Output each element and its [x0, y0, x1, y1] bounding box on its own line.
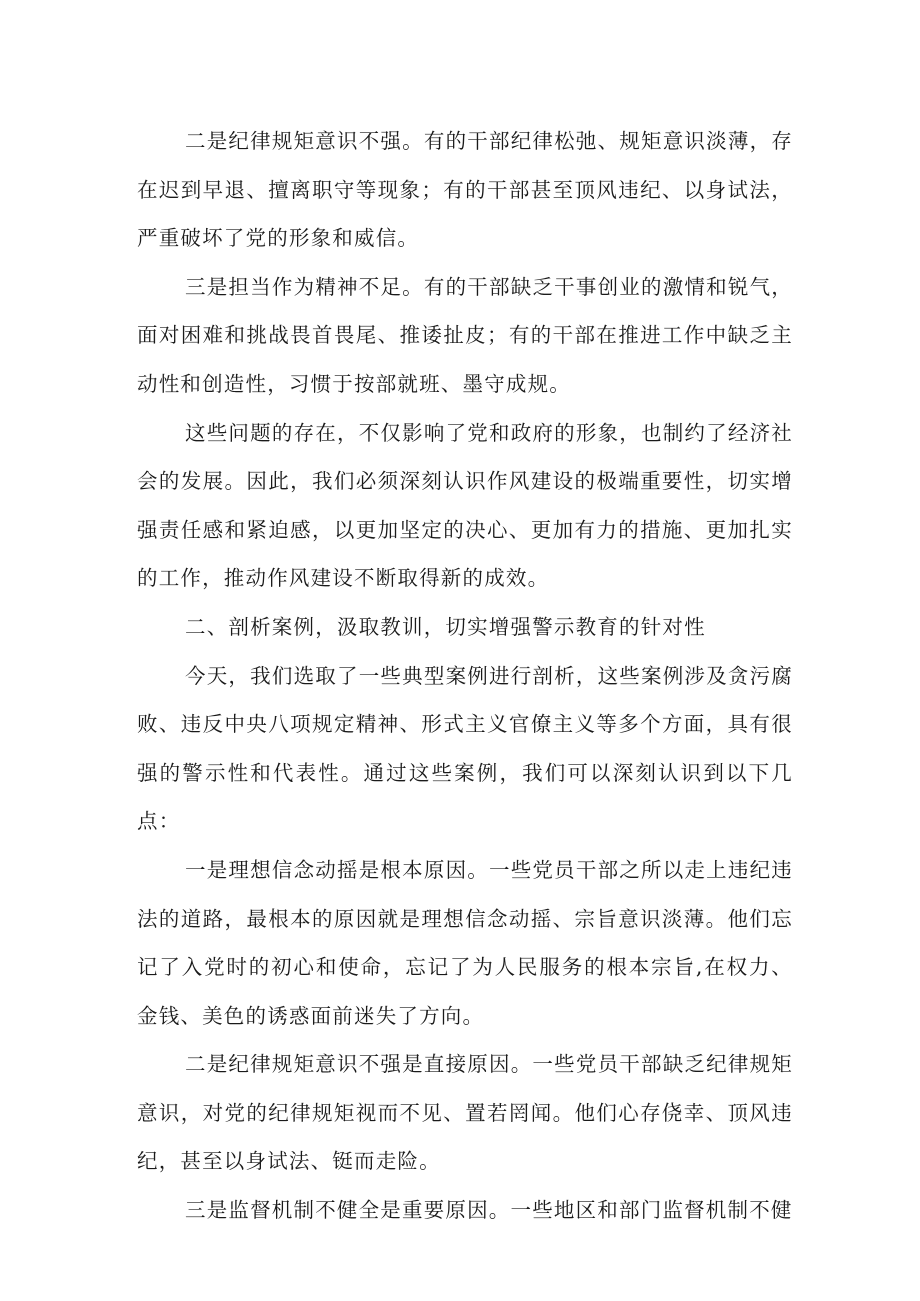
paragraph-responsibility-lacking: 三是担当作为精神不足。有的干部缺乏干事创业的激情和锐气，面对困难和挑战畏首畏尾、推诿扯皮；有的干部在推进工作中缺乏主动性和创造性，习惯于按部就班、墨守成规。	[137, 274, 793, 396]
paragraph-problems-summary: 这些问题的存在，不仅影响了党和政府的形象，也制约了经济社会的发展。因此，我们必须深刻认识作风建设的极端重要性，切实增强责任感和紧迫感，以更加坚定的决心、更加有力的措施、更加扎实的工作，推动作风建设不断取得新的成效。	[137, 420, 793, 591]
paragraph-rules-awareness: 二是纪律规矩意识不强是直接原因。一些党员干部缺乏纪律规矩意识，对党的纪律规矩视而不见、置若罔闻。他们心存侥幸、顶风违纪，甚至以身试法、铤而走险。	[137, 1052, 793, 1174]
paragraph-discipline-weak: 二是纪律规矩意识不强。有的干部纪律松弛、规矩意识淡薄，存在迟到早退、擅离职守等现象；有的干部甚至顶风违纪、以身试法，严重破坏了党的形象和威信。	[137, 129, 793, 251]
paragraph-case-intro: 今天，我们选取了一些典型案例进行剖析，这些案例涉及贪污腐败、违反中央八项规定精神、形式主义官僚主义等多个方面，具有很强的警示性和代表性。通过这些案例，我们可以深刻认识到以下几点：	[137, 663, 793, 834]
paragraph-ideals-wavering: 一是理想信念动摇是根本原因。一些党员干部之所以走上违纪违法的道路，最根本的原因就是理想信念动摇、宗旨意识淡薄。他们忘记了入党时的初心和使命，忘记了为人民服务的根本宗旨,在权力、金钱、美色的诱惑面前迷失了方向。	[137, 857, 793, 1028]
section-heading: 二、剖析案例，汲取教训，切实增强警示教育的针对性	[185, 614, 706, 639]
paragraph-supervision-mechanism: 三是监督机制不健全是重要原因。一些地区和部门监督机制不健	[185, 1198, 793, 1223]
document-body	[137, 117, 793, 1235]
